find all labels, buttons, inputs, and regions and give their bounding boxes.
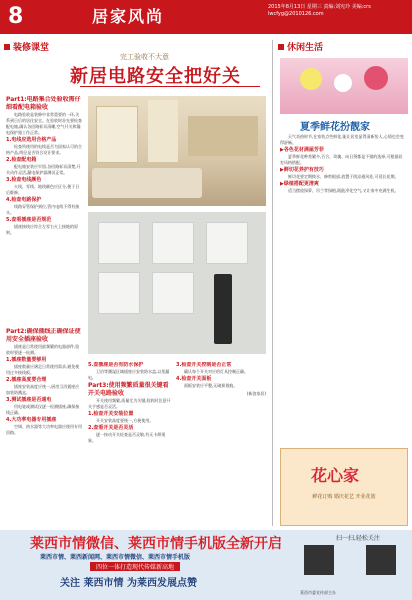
middle-column bbox=[88, 362, 172, 524]
section-label-left: 装修课堂 bbox=[4, 42, 49, 54]
qr-label: 扫一扫,轻松关注 bbox=[336, 535, 380, 542]
lamp-icon bbox=[148, 100, 178, 162]
divider bbox=[80, 86, 260, 87]
advertisement bbox=[280, 448, 408, 526]
window-icon bbox=[96, 106, 138, 163]
subheading: 1.电线应选用合格产品 bbox=[6, 137, 57, 143]
socket-icon bbox=[98, 272, 140, 314]
banner-line4: 关注 莱西市情 为莱西发展点赞 bbox=[60, 578, 197, 589]
flower-icon bbox=[334, 74, 352, 92]
headline: 新居电路安全把好关 bbox=[70, 66, 241, 87]
paragraph: 火线、零线、地线颜色应区分,便于日后维修。 bbox=[6, 184, 80, 195]
column-divider bbox=[272, 40, 273, 526]
paragraph: 适当摆放绿萝、吊兰等绿植,既能净化空气,又让家中充满生机。 bbox=[288, 188, 399, 193]
ad-title: 花心家 bbox=[311, 466, 360, 485]
subheading: 2.检查配电箱 bbox=[6, 157, 37, 163]
issue-info: 2015年8月13日 星期三 责编:刘宪玲 美编:crs lwcfyg@2010126.com bbox=[268, 4, 371, 17]
kicker: 完工验收不大意 bbox=[120, 53, 169, 61]
paragraph: 插座是日常使用最频繁的电器部件,验收时要逐一检测。 bbox=[6, 344, 80, 355]
paragraph: 卫浴等潮湿区域插座应安装防水盖,以免漏电。 bbox=[88, 369, 170, 380]
paragraph: 面板安装应平整,无破损划痕。 bbox=[184, 383, 238, 388]
living-room-photo bbox=[88, 96, 266, 206]
socket-photo bbox=[88, 212, 266, 354]
subheading: ▶鲜切花养护有技巧 bbox=[280, 167, 324, 173]
sidebar-text bbox=[280, 134, 406, 444]
part3-title: Part3:使用频繁质量很关键看开关电路验收 bbox=[88, 382, 169, 397]
switch-icon bbox=[98, 222, 140, 264]
paragraph: 逐一按动开关检查是否灵敏,有无卡滞现象。 bbox=[88, 432, 166, 443]
subheading: 1.插座数量要够用 bbox=[6, 357, 47, 363]
paragraph: 夏季鲜花种类繁多,百合、玫瑰、向日葵都是不错的选择,可根据居室风格搭配。 bbox=[280, 154, 403, 165]
paragraph: 检查所使用的电线是否为国家认可的合格产品,线径是否符合设计要求。 bbox=[6, 144, 82, 155]
socket-icon bbox=[152, 222, 194, 264]
byline: (新浪家居) bbox=[246, 391, 266, 396]
subheading: ▶各色花材满屋芳菲 bbox=[280, 147, 324, 153]
socket-icon bbox=[206, 222, 248, 264]
sidebar-headline: 夏季鲜花扮靓家 bbox=[300, 122, 370, 133]
page-number: 8 bbox=[8, 4, 24, 29]
qr-code-icon bbox=[304, 545, 334, 575]
paragraph: 开关使用频繁,质量尤为关键,验收时注意开关手感是否灵活。 bbox=[88, 398, 171, 409]
subheading: 4.检查开关面板 bbox=[176, 376, 212, 382]
square-icon bbox=[4, 44, 10, 50]
paragraph: 插座安装高度应统一,厨房卫浴插座应加装防溅盒。 bbox=[6, 384, 80, 395]
paragraph: 确认每个开关对应的灯具控制正确。 bbox=[184, 369, 248, 374]
banner-line3: 四位一体打造现代传媒新高地 bbox=[90, 562, 180, 571]
subheading: 4.大功率电器专用插座 bbox=[6, 417, 57, 423]
banner-line1: 莱西市情微信、莱西市情手机版全新开启 bbox=[30, 536, 282, 552]
paragraph: 插座接线应符合左零右火上接地的原则。 bbox=[6, 224, 78, 235]
subheading: ▶绿植搭配更清爽 bbox=[280, 181, 319, 187]
section-label-right: 休闲生活 bbox=[278, 42, 323, 54]
sofa-icon bbox=[92, 168, 202, 198]
flower-icon bbox=[364, 66, 388, 90]
subheading: 3.检查电线颜色 bbox=[6, 177, 42, 183]
subheading: 3.测试插座是否通电 bbox=[6, 397, 52, 403]
paragraph: 鲜切花要定期换水、修剪根部,放置于阴凉通风处,可延长花期。 bbox=[288, 174, 399, 179]
banner-line2: 莱西市情、莱西新闻网、莱西市情微信、莱西市情手机版 bbox=[40, 554, 191, 561]
flower-photo bbox=[280, 58, 408, 114]
paragraph: 空调、热水器等大功率电器应使用专用回路。 bbox=[6, 424, 82, 435]
paragraph: 用电笔或测试仪逐一检测插座,确保接线正确。 bbox=[6, 404, 80, 415]
flower-icon bbox=[300, 68, 322, 90]
cabinet-icon bbox=[188, 116, 258, 156]
subheading: 2.查看开关是否灵活 bbox=[88, 425, 134, 431]
section-title: 居家风尚 bbox=[92, 7, 165, 26]
footer-address: 莱西市委宣传部主办 bbox=[300, 590, 336, 595]
paragraph: 开关安装高度要统一,方便使用。 bbox=[96, 418, 154, 423]
paragraph: 插座数量应满足日常使用需求,避免使用过多接线板。 bbox=[6, 364, 80, 375]
part1-column bbox=[6, 96, 82, 320]
subheading: 4.检查电路保护 bbox=[6, 197, 42, 203]
part1-title: Part1:电路集合处验收需仔细看配电箱验收 bbox=[6, 96, 81, 111]
ad-text: 鲜花订购 婚庆花艺 开业花篮 bbox=[312, 494, 376, 500]
right-article-column bbox=[176, 362, 266, 524]
part2-title: Part2:确保插线正确保证使用安全插座验收 bbox=[6, 328, 81, 343]
paragraph: 天气炎热时节,在家装点些鲜花,能让居室显得清新怡人,心情也会变得舒畅。 bbox=[280, 134, 404, 145]
subheading: 5.查看插座是否规范 bbox=[6, 217, 52, 223]
square-icon bbox=[278, 44, 284, 50]
qr-code-icon bbox=[366, 545, 396, 575]
subheading: 1.检查开关安装位置 bbox=[88, 411, 134, 417]
paragraph: 线路穿管保护到位,管内电线不得有接头。 bbox=[6, 204, 80, 215]
part1-text: 电路验收是装修中非常重要的一环,关系到日后的居住安全。在验收时首先要检查配电箱,确认各回路标识清晰,空气开关和漏电保护器工作正常。 bbox=[6, 112, 82, 135]
socket-icon bbox=[152, 272, 194, 314]
plug-icon bbox=[214, 274, 232, 344]
subheading: 5.查插座是否有防水保护 bbox=[88, 362, 144, 368]
paragraph: 配电箱安装应牢固,各回路标识清楚,开关动作灵活,漏电保护器测试正常。 bbox=[6, 164, 81, 175]
part2-column bbox=[6, 328, 82, 524]
subheading: 3.检查开关控制是否正常 bbox=[176, 362, 232, 368]
subheading: 2.插座高度要合理 bbox=[6, 377, 47, 383]
